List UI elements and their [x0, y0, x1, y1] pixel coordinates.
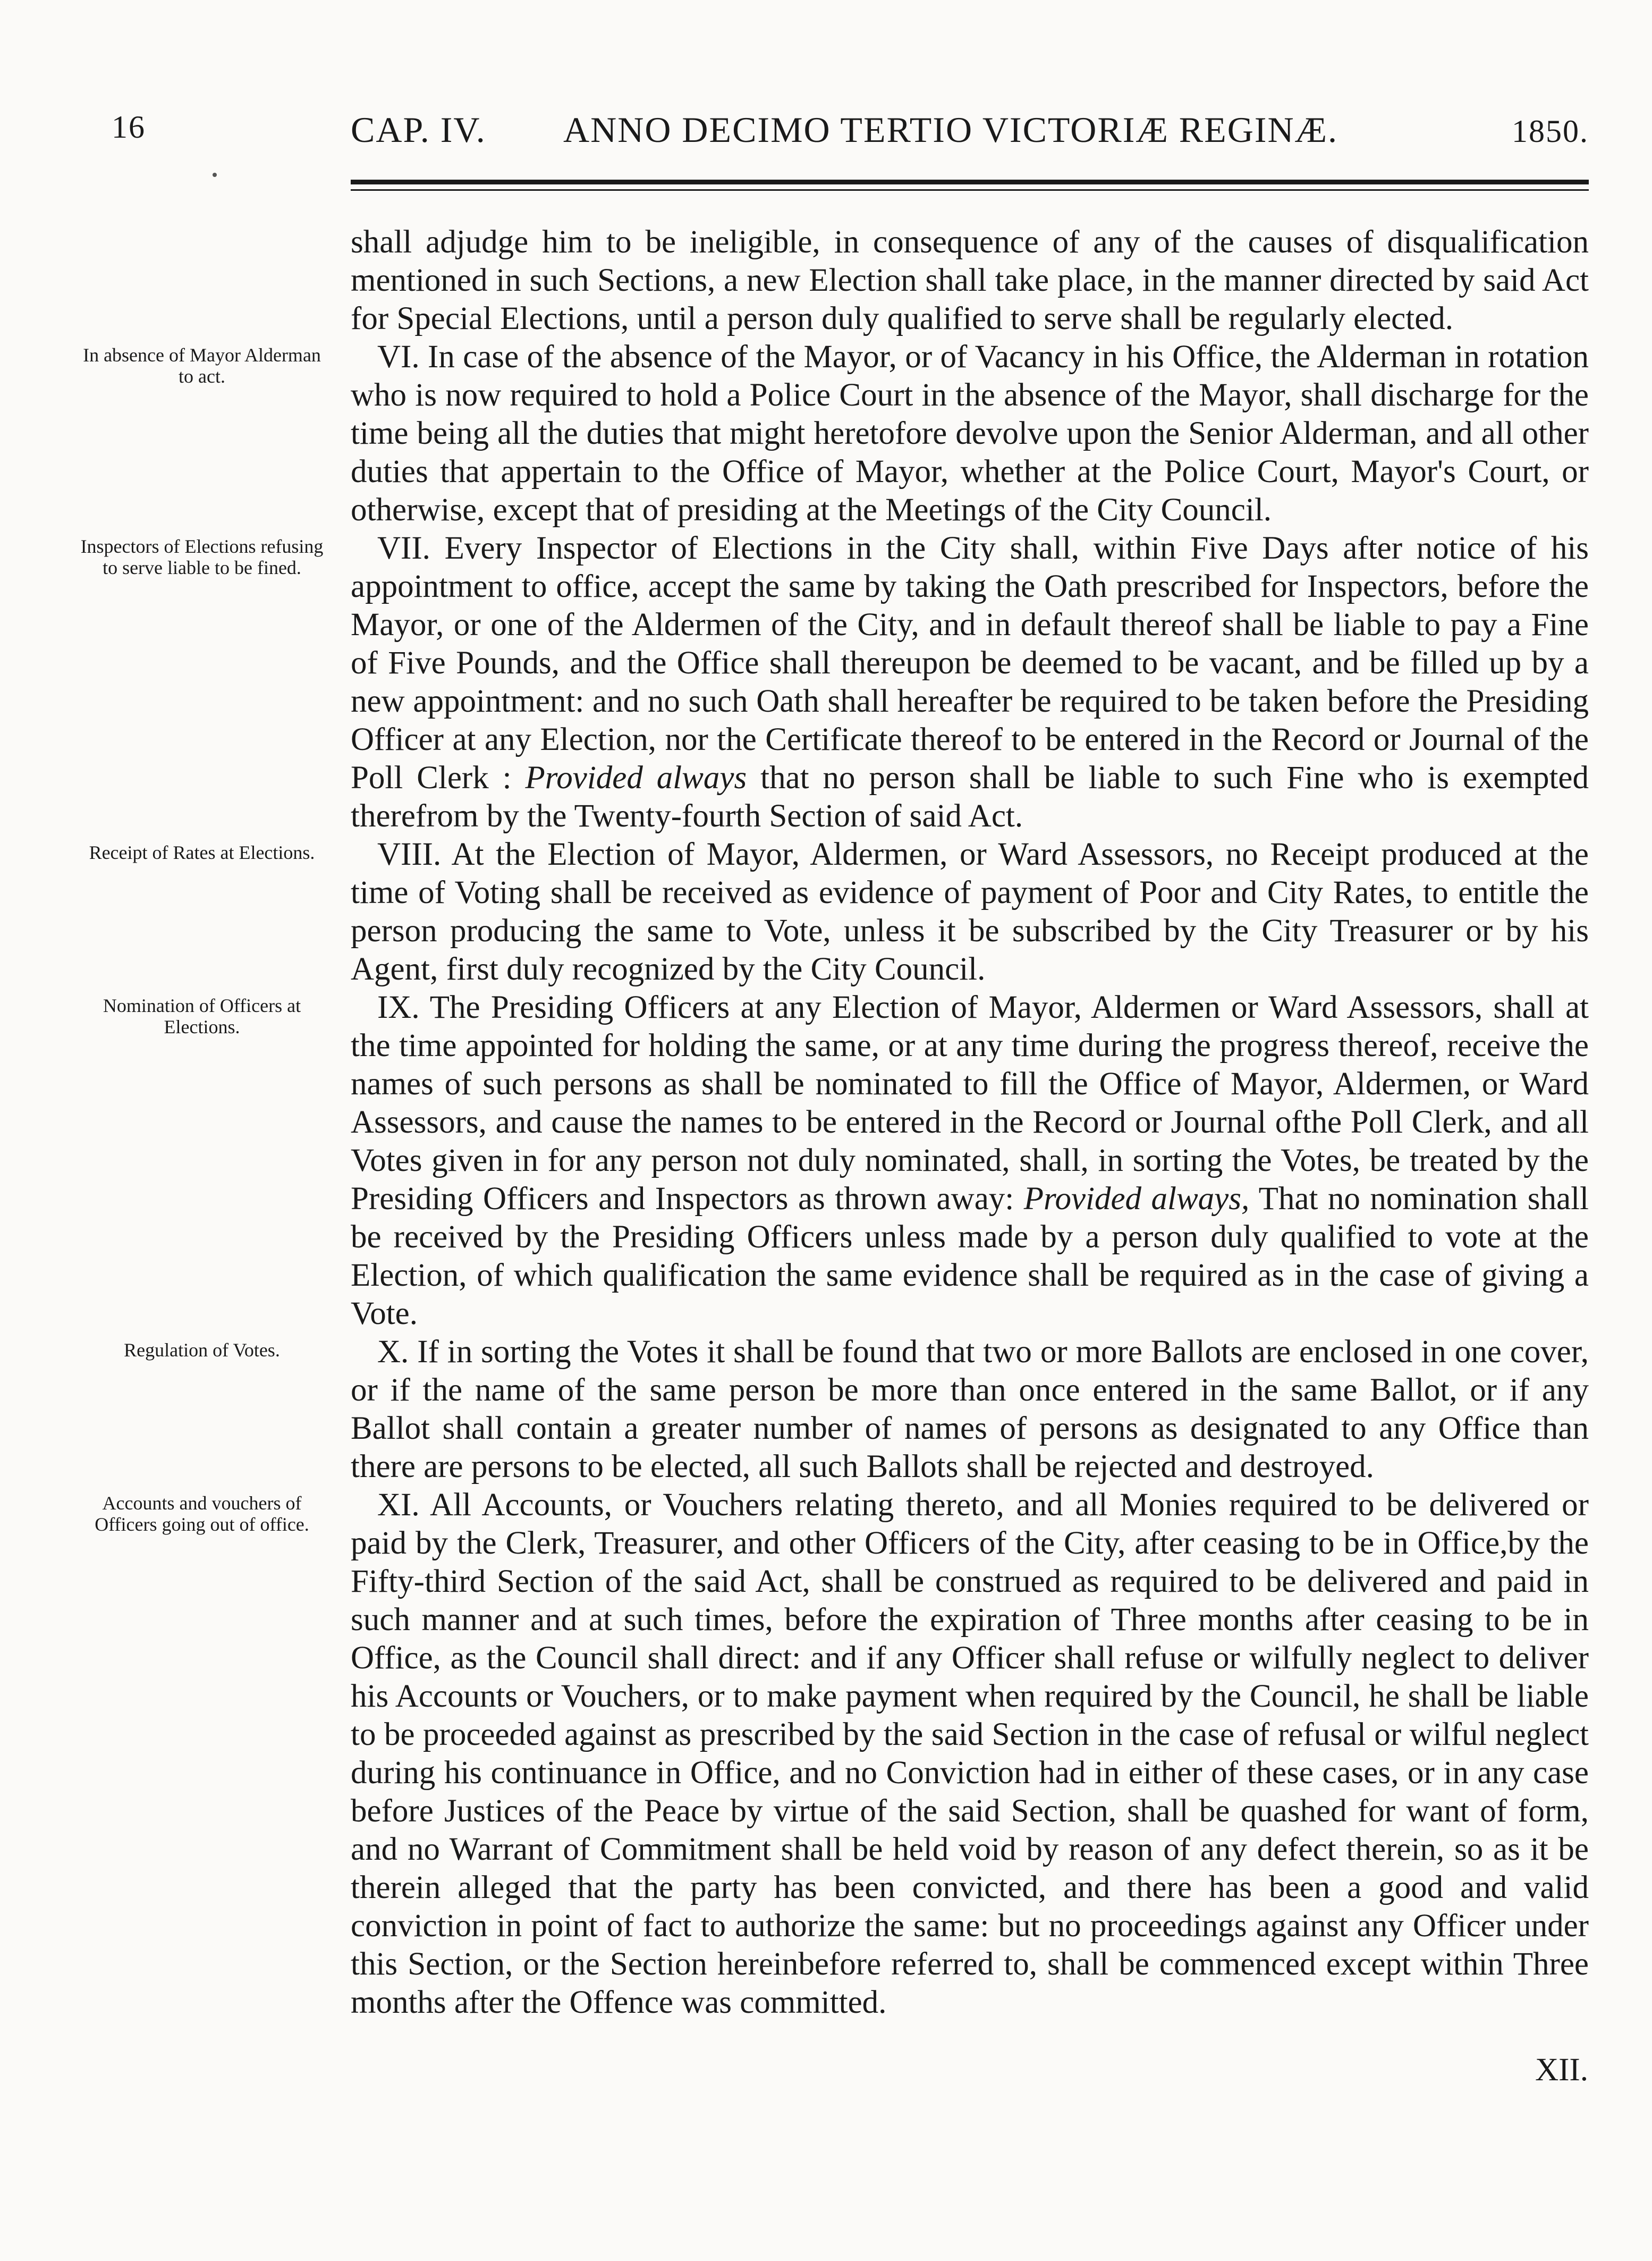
section-body-continued: that no person shall be liable to such Fine who is exempted therefrom by the Twenty-fourth Section of said Act.	[351, 760, 1589, 834]
margin-speck	[213, 173, 217, 177]
marginal-note: In absence of Mayor Alderman to act.	[83, 344, 321, 387]
section-number: X.	[377, 1334, 409, 1370]
proviso-italic: Provided always,	[1023, 1181, 1250, 1217]
section-text	[351, 1333, 1589, 1486]
catchword: XII.	[1535, 2052, 1588, 2088]
header-rule-thin	[351, 189, 1589, 191]
section-xi	[80, 1486, 1589, 2022]
body-text	[80, 223, 1589, 2022]
section-number: VIII.	[377, 837, 442, 872]
running-title: ANNO DECIMO TERTIO VICTORIÆ REGINÆ.	[563, 109, 1338, 150]
section-x	[80, 1333, 1589, 1486]
section-ix	[80, 989, 1589, 1333]
section-vii	[80, 529, 1589, 836]
section-number: XI.	[377, 1487, 420, 1523]
section-continuation	[80, 223, 1589, 338]
marginal-note: Regulation of Votes.	[124, 1339, 280, 1361]
page-number: 16	[112, 109, 146, 145]
section-body: If in sorting the Votes it shall be found that two or more Ballots are enclosed in one cover, or if the name of the same person be more than once entered in the same Ballot, or if any Ballot shall contain a greater number of names of persons as designated to any Office than there are persons to be elected, all such Ballots shall be rejected and destroyed.	[351, 1334, 1589, 1484]
section-body: All Accounts, or Vouchers relating thereto, and all Monies required to be delivered or paid by the Clerk, Treasurer, and other Officers of the City, after ceasing to be in Office,by the Fifty-third Section of the said Act, shall be construed as required to be delivered and paid in such manner and at such times, before the expiration of Three months after ceasing to be in Office, as the Council shall direct: and if any Officer shall refuse or wilfully neglect to deliver his Accounts or Vouchers, or to make payment when required by the Council, he shall be liable to be proceeded against as prescribed by the said Section in the case of refusal or wilful neglect during his continuance in Office, and no Conviction had in either of these cases, or in any case before Justices of the Peace by virtue of the said Section, shall be quashed for want of form, and no Warrant of Commitment shall be held void by reason of any defect therein, so as it be therein alleged that the party has been convicted, and there has been a good and valid conviction in point of fact to authorize the same: but no proceedings against any Officer under this Section, or the Section hereinbefore referred to, shall be commenced except within Three months after the Offence was committed.	[351, 1487, 1589, 2020]
section-text	[351, 836, 1589, 989]
section-number: IX.	[377, 990, 420, 1025]
section-text	[351, 989, 1589, 1333]
chapter-heading: CAP. IV.	[351, 109, 486, 150]
section-text	[351, 223, 1589, 338]
section-text	[351, 1486, 1589, 2022]
section-body: The Presiding Officers at any Election of Mayor, Aldermen or Ward Assessors, shall at the time appointed for holding the same, or at any time during the progress thereof, receive the names of such persons as shall be nominated to fill the Office of Mayor, Aldermen, or Ward Assessors, and cause the names to be entered in the Record or Journal ofthe Poll Clerk, and all Votes given in for any person not duly nominated, shall, in sorting the Votes, be treated by the Presiding Officers and Inspectors as thrown away:	[351, 990, 1589, 1217]
section-number: VI.	[377, 339, 420, 375]
section-body: shall adjudge him to be ineligible, in consequence of any of the causes of disqualification mentioned in such Sections, a new Election shall take place, in the manner directed by said Act for Special Elections, until a person duly qualified to serve shall be regularly elected.	[351, 224, 1589, 336]
page-header	[112, 109, 1589, 167]
marginal-note: Receipt of Rates at Elections.	[89, 842, 315, 863]
marginal-note: Inspectors of Elections refusing to serve liable to be fined.	[80, 536, 324, 578]
proviso-italic: Provided always	[525, 760, 747, 796]
section-vi	[80, 338, 1589, 529]
header-year: 1850.	[1512, 114, 1589, 149]
section-body-continued: That no nomination shall be received by the Presiding Officers unless made by a person duly qualified to vote at the Election, of which qualification the same evidence shall be required as in the case of giving a Vote.	[351, 1181, 1589, 1331]
marginal-note: Nomination of Officers at Elections.	[103, 995, 301, 1037]
section-text	[351, 338, 1589, 529]
section-number: VII.	[377, 530, 430, 566]
header-rule-thick	[351, 180, 1589, 184]
section-body: Every Inspector of Elections in the City shall, within Five Days after notice of his appointment to office, accept the same by taking the Oath prescribed for Inspectors, before the Mayor, or one of the Aldermen of the City, and in default thereof shall be liable to pay a Fine of Five Pounds, and the Office shall thereupon be deemed to be vacant, and be filled up by a new appointment: and no such Oath shall hereafter be required to be taken before the Presiding Officer at any Election, nor the Certificate thereof to be entered in the Record or Journal of the Poll Clerk :	[351, 530, 1589, 796]
section-text	[351, 529, 1589, 836]
section-body: At the Election of Mayor, Aldermen, or Ward Assessors, no Receipt produced at the time of Voting shall be received as evidence of payment of Poor and City Rates, to entitle the person producing the same to Vote, unless it be subscribed by the City Treasurer or by his Agent, first duly recognized by the City Council.	[351, 837, 1589, 987]
section-viii	[80, 836, 1589, 989]
section-body: In case of the absence of the Mayor, or of Vacancy in his Office, the Alderman in rotation who is now required to hold a Police Court in the absence of the Mayor, shall discharge for the time being all the duties that might heretofore devolve upon the Senior Alderman, and all other duties that appertain to the Office of Mayor, whether at the Police Court, Mayor's Court, or otherwise, except that of presiding at the Meetings of the City Council.	[351, 339, 1589, 528]
marginal-note: Accounts and vouchers of Officers going out of office.	[95, 1492, 309, 1535]
